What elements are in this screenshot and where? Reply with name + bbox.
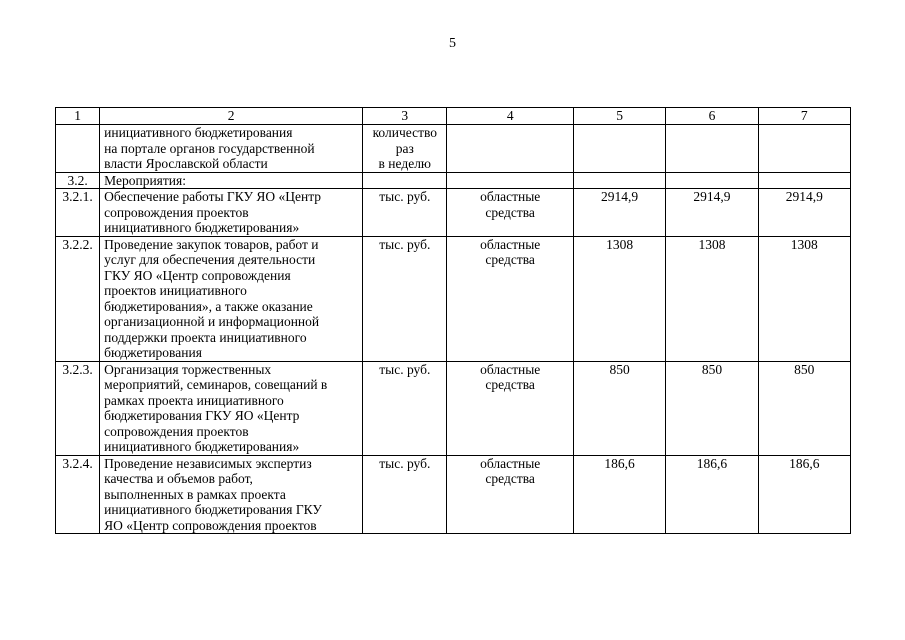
row-unit: тыс. руб. bbox=[363, 189, 447, 237]
row-number: 3.2.3. bbox=[56, 361, 100, 455]
row-unit bbox=[363, 172, 447, 189]
column-header-1: 1 bbox=[56, 108, 100, 125]
table-header-row bbox=[56, 108, 851, 125]
column-header-3: 3 bbox=[363, 108, 447, 125]
table-row bbox=[56, 361, 851, 455]
row-unit: тыс. руб. bbox=[363, 361, 447, 455]
row-value-5 bbox=[573, 125, 665, 173]
row-source bbox=[447, 172, 573, 189]
row-source bbox=[447, 125, 573, 173]
row-value-7 bbox=[758, 125, 850, 173]
row-number: 3.2.1. bbox=[56, 189, 100, 237]
column-header-2: 2 bbox=[100, 108, 363, 125]
row-number: 3.2.4. bbox=[56, 455, 100, 534]
row-source: областные средства bbox=[447, 236, 573, 361]
row-value-7: 850 bbox=[758, 361, 850, 455]
column-header-6: 6 bbox=[666, 108, 758, 125]
row-number: 3.2. bbox=[56, 172, 100, 189]
row-value-7 bbox=[758, 172, 850, 189]
row-name: Обеспечение работы ГКУ ЯО «Центр сопровождения проектов инициативного бюджетирования» bbox=[100, 189, 363, 237]
program-table bbox=[55, 107, 851, 534]
row-value-6 bbox=[666, 172, 758, 189]
row-number: 3.2.2. bbox=[56, 236, 100, 361]
column-header-4: 4 bbox=[447, 108, 573, 125]
row-value-7: 1308 bbox=[758, 236, 850, 361]
row-value-5: 1308 bbox=[573, 236, 665, 361]
row-unit: тыс. руб. bbox=[363, 236, 447, 361]
row-name: Проведение независимых экспертиз качества и объемов работ, выполненных в рамках проекта инициативного бюджетирования ГКУ ЯО «Центр сопровождения проектов bbox=[100, 455, 363, 534]
table-row bbox=[56, 455, 851, 534]
row-name: Проведение закупок товаров, работ и услуг для обеспечения деятельности ГКУ ЯО «Центр сопровождения проектов инициативного бюджетирования», а также оказание организационной и информационной поддержки проекта инициативного бюджетирования bbox=[100, 236, 363, 361]
row-value-6: 2914,9 bbox=[666, 189, 758, 237]
table-row bbox=[56, 236, 851, 361]
row-name: Организация торжественных мероприятий, семинаров, совещаний в рамках проекта инициативного бюджетирования ГКУ ЯО «Центр сопровождения проектов инициативного бюджетирования» bbox=[100, 361, 363, 455]
page-number: 5 bbox=[449, 36, 456, 51]
row-name: инициативного бюджетирования на портале органов государственной власти Ярославской области bbox=[100, 125, 363, 173]
column-header-5: 5 bbox=[573, 108, 665, 125]
row-value-6: 1308 bbox=[666, 236, 758, 361]
row-value-5: 2914,9 bbox=[573, 189, 665, 237]
row-value-6 bbox=[666, 125, 758, 173]
row-value-7: 186,6 bbox=[758, 455, 850, 534]
table-row bbox=[56, 172, 851, 189]
row-value-6: 850 bbox=[666, 361, 758, 455]
row-value-5 bbox=[573, 172, 665, 189]
column-header-7: 7 bbox=[758, 108, 850, 125]
row-name: Мероприятия: bbox=[100, 172, 363, 189]
row-unit: количество раз в неделю bbox=[363, 125, 447, 173]
row-number bbox=[56, 125, 100, 173]
row-source: областные средства bbox=[447, 189, 573, 237]
table-row bbox=[56, 125, 851, 173]
row-source: областные средства bbox=[447, 455, 573, 534]
row-value-5: 186,6 bbox=[573, 455, 665, 534]
row-value-7: 2914,9 bbox=[758, 189, 850, 237]
row-source: областные средства bbox=[447, 361, 573, 455]
table-row bbox=[56, 189, 851, 237]
row-value-5: 850 bbox=[573, 361, 665, 455]
row-value-6: 186,6 bbox=[666, 455, 758, 534]
row-unit: тыс. руб. bbox=[363, 455, 447, 534]
